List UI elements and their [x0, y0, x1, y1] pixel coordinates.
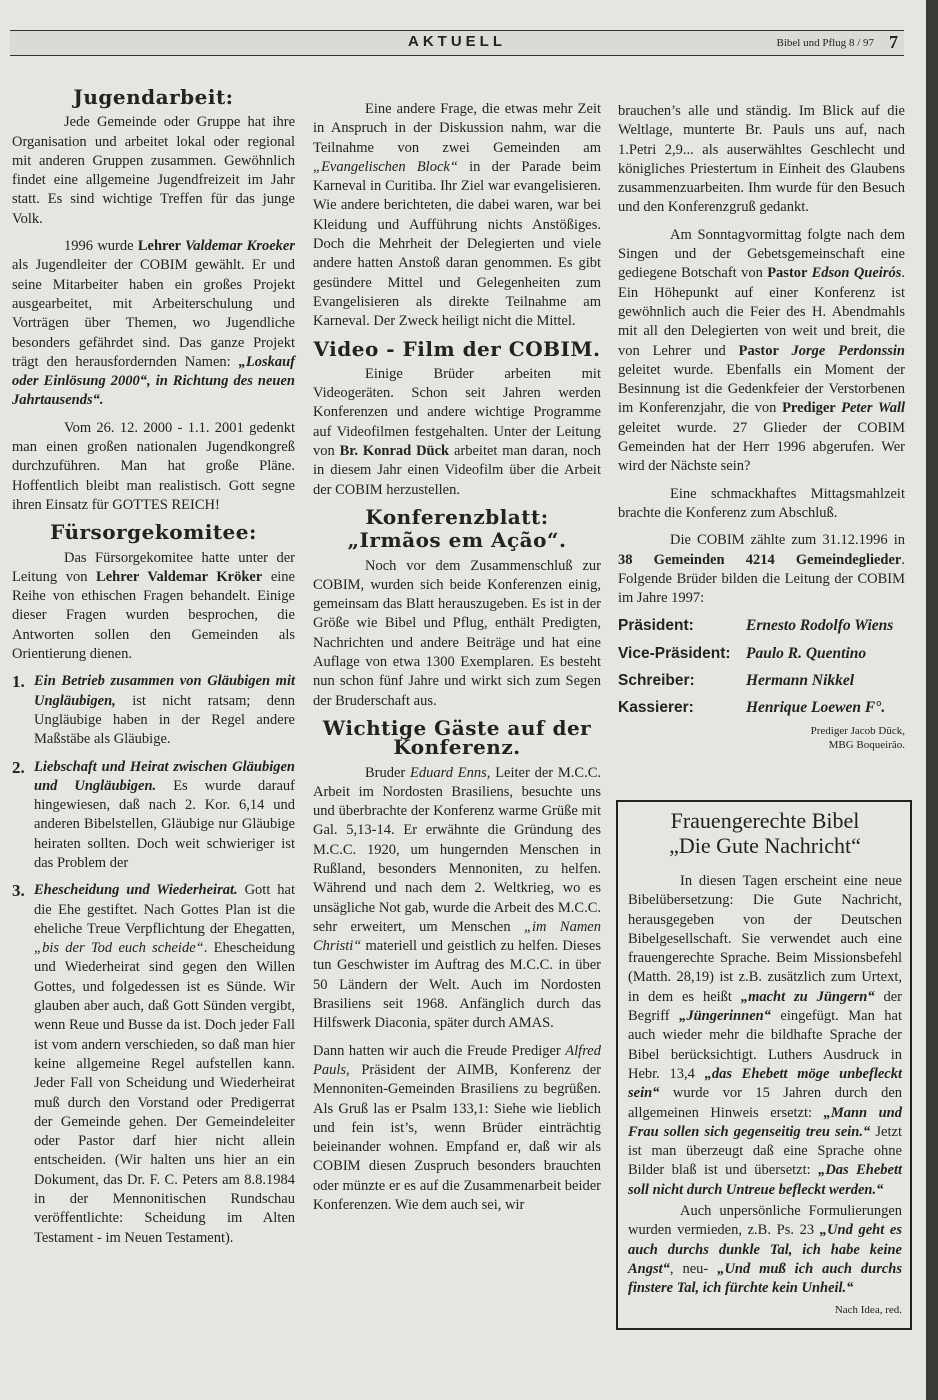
box-source: Nach Idea, red.	[834, 1303, 902, 1316]
issue-number: 8 / 97	[848, 37, 874, 49]
paragraph: Auch unpersönliche Formulierungen wurden vermieden, z.B. Ps. 23 „Und geht es auch durchs dunkle Tal, ich habe keine Angst“, neu- „Und muß ich auch durchs finstere Tal, ich fürchte kein Unheil.“	[628, 1203, 902, 1297]
heading-jugendarbeit: Jugendarbeit:	[73, 85, 234, 109]
heading-konferenzblatt: Konferenzblatt:	[365, 504, 549, 529]
leadership-row: Kassierer: Henrique Loewen F°.	[618, 699, 886, 717]
paragraph: Am Sonntagvormittag folgte nach dem Singen und der Gebetsgemeinschaft eine gediegene Botschaft von Pastor Edson Queirós. Ein Höhepunkt auf einer Konferenz ist gewöhnlich auch die Feier des H. Abendmahls mit all den Delegierten von weit und breit, die von Lehrer und Pastor Jorge Perdonssin geleitet wurde. Ebenfalls ein Moment der Besinnung ist die Gedenkfeier der Verstorbenen im Konferenzjahr, die von Prediger Peter Wall geleitet wurde. 27 Glieder der COBIM Gemeinden hat der Herr 1996 abgerufen. Wer wird der Nächste sein?	[618, 226, 905, 475]
paragraph: Eine andere Frage, die etwas mehr Zeit in Anspruch in der Diskussion nahm, war die Teilnahme von zwei Gemeinden am „Evangelischen Block“ in der Parade beim Karneval in Curitiba. Ihr Ziel war evangelisieren. Wie andere berichteten, die dabei waren, war bei Kleidung und Aufführung nichts Anstößiges. Doch die Mehrheit der Delegierten und viele andere hatten Anstoß daran genommen. Es gibt gesündere Mittel und Gelegenheiten zum Evangelisieren als direkte Teilnahme am Karneval. Der Zweck heiligt nicht die Mittel.	[313, 101, 601, 330]
boxed-article	[616, 800, 912, 1330]
paragraph: Jede Gemeinde oder Gruppe hat ihre Organisation und arbeitet lokal oder regional mit anderen Gruppen zusammen. Gewöhnlich findet eine allgemeine Jugendfreizeit im Jahr statt. Es sind wichtige Treffen für das junge Volk.	[12, 114, 295, 227]
paragraph: Eine schmackhaftes Mittagsmahlzeit brachte die Konferenz zum Abschluß.	[618, 485, 905, 521]
paragraph: Einige Brüder arbeiten mit Videogeräten. Schon seit Jahren werden Konferenzen und andere wichtige Programme auf Videofilmen festgehalten. Unter der Leitung von Br. Konrad Dück arbeitet man daran, noch in diesem Jahr einen Videofilm über die Arbeit der COBIM herzustellen.	[313, 365, 601, 498]
box-title: Frauengerechte Bibel „Die Gute Nachricht“	[669, 808, 861, 858]
author-signature: Prediger Jacob Dück, MBG Boqueirão.	[810, 724, 905, 751]
heading-irmaos: „Irmãos em Ação“.	[347, 528, 567, 553]
paragraph: Vom 26. 12. 2000 - 1.1. 2001 gedenkt man einen großen nationalen Jugendkongreß durchzuführen. Man hat große Pläne. Hoffentlich bleibt man realistisch. Gott segne ihren Einsatz für GOTTES REICH!	[12, 419, 295, 513]
paragraph: Das Fürsorgekomitee hatte unter der Leitung von Lehrer Valdemar Kröker eine Reihe von ethischen Fragen behandelt. Einige dieser Fragen wurden besprochen, die Antworten sollen den Gemeinden als Orientierung dienen.	[12, 549, 295, 663]
heading-gaeste: Wichtige Gäste auf der Konferenz.	[322, 715, 592, 760]
section-title: AKTUELL	[408, 33, 506, 50]
heading-fuersorgekomitee: Fürsorgekomitee:	[50, 520, 257, 545]
page-header	[10, 30, 904, 56]
heading-video: Video - Film der COBIM.	[313, 336, 601, 361]
paragraph: Die COBIM zählte zum 31.12.1996 in 38 Gemeinden 4214 Gemeindeglieder. Folgende Brüder bilden die Leitung der COBIM im Jahre 1997:	[618, 532, 905, 607]
paragraph: brauchen’s alle und ständig. Im Blick auf die Weltlage, munterte Br. Pauls uns auf, nach 1.Petri 2,9... als auserwähltes Geschlecht und königliches Priestertum in Einheit des Glaubens zusammenzuarbeiten. Ihm wurde für den Besuch und den Konferenzgruß gedankt.	[618, 103, 905, 216]
paragraph: Noch vor dem Zusammenschluß zur COBIM, wurden sich beide Konferenzen einig, gemeinsam das Blatt herauszugeben. Es ist in der Größe wie Bibel und Pflug, enthält Predigten, Nachrichten und andere Beiträge und hat eine Auflage von etwa 1300 Exemplaren. Es besteht nun schon fünf Jahre und wirkt sich zum Segen der Bruderschaft aus.	[313, 557, 601, 709]
paragraph: Bruder Eduard Enns, Leiter der M.C.C. Arbeit im Nordosten Brasiliens, besuchte uns und überbrachte der Konferenz warme Grüße mit Gal. 5,13-14. Er erwähnte die Gründung des M.C.C. 1920, um hungernden Menschen in Rußland, besonders Mennoniten, zu helfen. Während und nach dem 2. Weltkrieg, wo es unsägliche Not gab, wurde die Arbeit des M.C.C. sehr erweitert, um Menschen „im Namen Christi“ materiell und geistlich zu helfen. Dieses tun Geschwister im Auftrag des M.C.C. in über 50 Ländern der Welt. Auch im Nordosten Brasiliens seit 1968. Anfänglich durch das Hilfswerk Diaconia, später durch AMAS.	[313, 764, 601, 1032]
list-item: 1. Ein Betrieb zusammen von Gläubigen mit Ungläubigen, ist nicht ratsam; denn Ungläubige haben in der Regel andere Maßstäbe als Gläubige.	[12, 672, 295, 748]
column-2	[313, 100, 601, 1215]
leadership-row: Vice-Präsident: Paulo R. Quentino	[618, 644, 867, 662]
leadership-row: Schreiber: Hermann Nikkel	[618, 672, 855, 690]
paragraph: Dann hatten wir auch die Freude Prediger Alfred Pauls, Präsident der AIMB, Konferenz der Mennoniten-Gemeinden Brasiliens zu begrüßen. Als Gruß las er Psalm 133,1: Siehe wie lieblich und fein ist’s, wenn Brüder einträchtig beieinander wohnen. Empfand er, daß wir als COBIM diesen Zuspruch besonders brauchten oder münzte er es auf die Zusammenarbeit beider Konferenzen. Wie dem auch sei, wir	[313, 1042, 601, 1214]
column-3	[618, 102, 905, 752]
page-number: 7	[889, 32, 898, 52]
list-item: 3. Ehescheidung und Wiederheirat. Gott hat die Ehe gestiftet. Nach Gottes Plan ist die eheliche Treue Verpflichtung der Ehegatten, „bis der Tod euch scheide“. Ehescheidung und Wiederheirat sind gegen den Willen Gottes, und folgedessen ist es Sünde. Wir glauben aber auch, daß Gott Sünden vergibt, wenn Reue und Busse da ist. Doch jeder Fall ist vom andern verschieden, so daß man hier keine allgemeine Regel aufstellen kann. Jeder Fall von Scheidung und Wiederheirat muß durch den Vorstand oder Predigerrat der Gemeinde gehen. Der Gemeindeleiter oder Pastor darf hier nicht allein entscheiden. (Wir halten uns hier an ein Dokument, das Dr. F. C. Peters am 8.8.1984 in der Mennonitischen Rundschau veröffentlichte: Scheidung im Alten Testament - im Neuen Testament).	[12, 881, 295, 1246]
paragraph: 1996 wurde Lehrer Valdemar Kroeker als Jugendleiter der COBIM gewählt. Er und seine Mitarbeiter haben ein großes Projekt ausgearbeitet, mit Arbeiterschulung und Vorträgen über Themen, wo Jugendliche besonders gefährdet sind. Das ganze Projekt trägt den herausfordernden Namen: „Loskauf oder Einlösung 2000“, in Richtung des neuen Jahrtausends“.	[12, 238, 295, 409]
column-1	[12, 85, 295, 1248]
leadership-row: Präsident: Ernesto Rodolfo Wiens	[618, 617, 894, 635]
publication-name: Bibel und Pflug	[776, 37, 847, 49]
list-item: 2. Liebschaft und Heirat zwischen Gläubigen und Ungläubigen. Es wurde darauf hingewiesen, daß nach 2. Kor. 6,14 und anderen Bibelstellen, Gläubige nur Gläubige heiraten sollten. Doch weit schwieriger ist das Problem der	[12, 757, 295, 871]
publication-info	[777, 37, 874, 49]
paragraph: In diesen Tagen erscheint eine neue Bibelübersetzung: Die Gute Nachricht, herausgegeben von der Deutschen Bibelgesellschaft. Sie verwendet auch eine frauengerechte Sprache. Beim Missionsbefehl (Matth. 28,19) ist z.B. zusätzlich zum Urtext, in dem es heißt „macht zu Jüngern“ der Begriff „Jüngerinnen“ eingefügt. Man hat auch wieder mehr die bildhafte Sprache der Bibel berücksichtigt. Luthers Ausdruck in Hebr. 13,4 „das Ehebett möge unbefleckt sein“ wurde vor 15 Jahren durch den allgemeinen Hinweis ersetzt: „Mann und Frau sollen sich gegenseitig treu sein.“ Jetzt ist man überzeugt daß eine Sprache ohne Bilder blaß ist und übersetzt: „Das Ehebett soll nicht durch Untreue befleckt werden.“	[628, 873, 903, 1198]
